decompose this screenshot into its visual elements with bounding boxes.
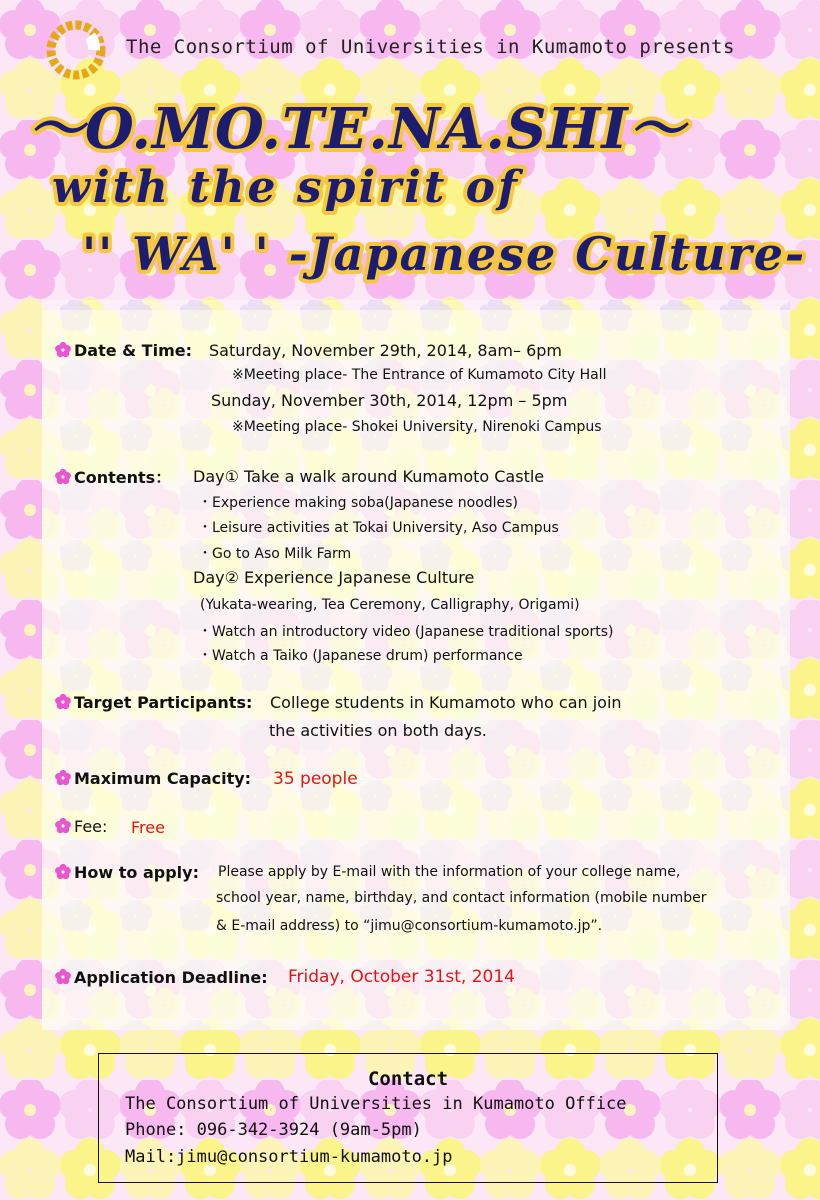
contact-title: Contact [367,1068,449,1090]
flower-bullet-icon [54,968,72,986]
apply-label: How to apply: [74,863,199,882]
flower-bullet-icon [54,693,72,711]
flower-bullet-icon [54,863,72,881]
apply-heading [54,863,199,882]
contents-day2-title: Day② Experience Japanese Culture [193,568,475,587]
contents-day2-note: (Yukata-wearing, Tea Ceremony, Calligraphy, Origami) [200,597,580,613]
contents-day2-item: ・Watch an introductory video (Japanese traditional sports) [198,624,614,640]
apply-line1: Please apply by E-mail with the information of your college name, [218,864,681,880]
target-line1: College students in Kumamoto who can join [270,693,622,712]
fee-value: Free [131,818,165,837]
deadline-value: Friday, October 31st, 2014 [288,967,515,987]
date-time-heading [54,341,192,360]
contents-label: Contents： [74,468,172,487]
title-line-3: '' WA' ' -Japanese Culture- [82,227,807,281]
target-heading [54,693,252,712]
fee-heading [54,817,107,836]
contents-day1-item: ・Leisure activities at Tokai University, Aso Campus [198,520,559,536]
contents-day1-title: Day① Take a walk around Kumamoto Castle [193,467,545,486]
apply-line3: & E-mail address) to “jimu@consortium-kumamoto.jp”. [216,918,603,934]
capacity-heading [54,769,251,788]
date-day1: Saturday, November 29th, 2014, 8am– 6pm [209,341,563,360]
event-title [0,0,820,300]
flower-bullet-icon [54,817,72,835]
contents-day2-item: ・Watch a Taiko (Japanese drum) performance [198,648,523,664]
target-line2: the activities on both days. [269,721,487,740]
capacity-value: 35 people [273,769,358,789]
deadline-label: Application Deadline: [74,968,268,987]
target-label: Target Participants: [74,693,253,712]
title-line-1: 〜O.MO.TE.NA.SHI〜 [28,96,686,162]
date-day2: Sunday, November 30th, 2014, 12pm – 5pm [211,391,568,410]
fee-label: Fee: [74,817,108,836]
flower-bullet-icon [54,468,72,486]
date-time-label: Date & Time: [74,341,192,360]
date-day2-meeting: ※Meeting place- Shokei University, Nirenoki Campus [232,419,602,435]
contents-heading [54,465,171,488]
contact-phone: Phone: 096-342-3924 (9am-5pm) [125,1120,422,1140]
contact-organization: The Consortium of Universities in Kumamoto Office [125,1094,627,1114]
title-line-2: with the spirit of [52,162,520,213]
date-day1-meeting: ※Meeting place- The Entrance of Kumamoto City Hall [232,367,607,383]
contents-day1-item: ・Experience making soba(Japanese noodles) [198,495,518,511]
flower-bullet-icon [54,769,72,787]
deadline-heading [54,968,268,987]
contact-mail: Mail:jimu@consortium-kumamoto.jp [125,1147,453,1167]
contact-box [98,1053,718,1183]
apply-line2: school year, name, birthday, and contact information (mobile number [216,890,707,906]
flower-bullet-icon [54,341,72,359]
capacity-label: Maximum Capacity: [74,769,252,788]
contents-day1-item: ・Go to Aso Milk Farm [198,546,352,562]
presents-line: The Consortium of Universities in Kumamoto presents [126,36,735,58]
